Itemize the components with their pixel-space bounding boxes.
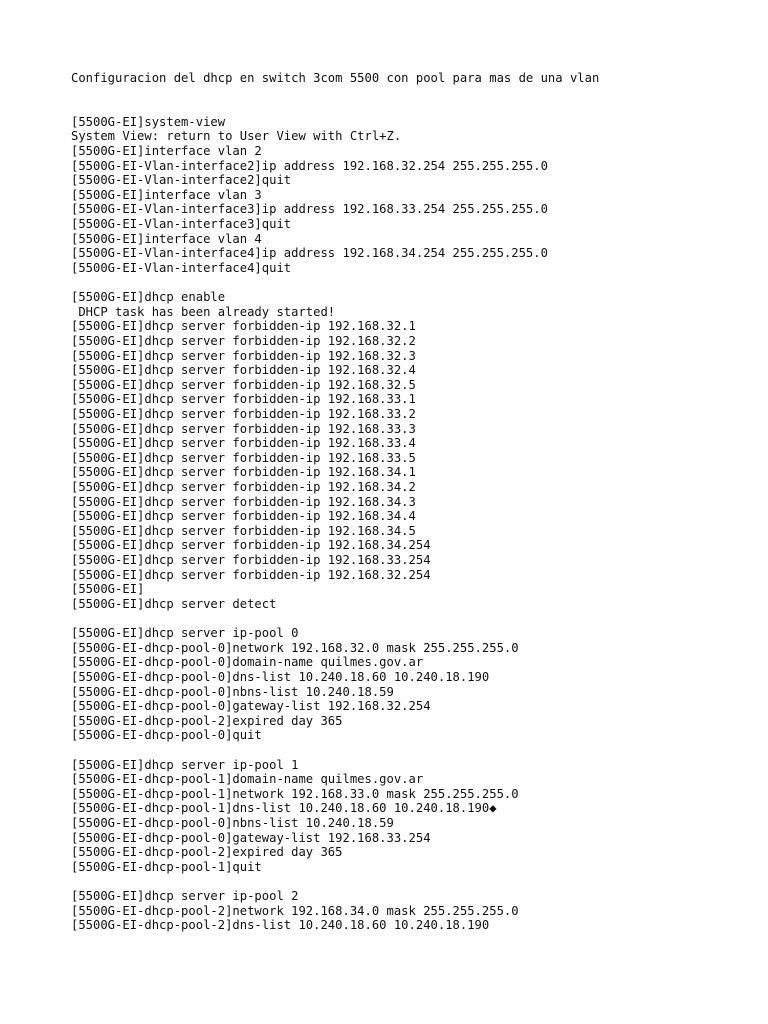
command-line: [5500G-EI-dhcp-pool-0]nbns-list 10.240.18.59	[71, 816, 394, 831]
command-line: [5500G-EI]dhcp server forbidden-ip 192.168.32.3	[71, 348, 416, 363]
block-gap	[71, 612, 751, 627]
command-line: [5500G-EI-dhcp-pool-1]dns-list 10.240.18.60 10.240.18.190◆	[71, 801, 497, 816]
command-line: [5500G-EI]	[71, 582, 145, 597]
command-line: [5500G-EI]dhcp server forbidden-ip 192.168.33.3	[71, 421, 416, 436]
command-line: [5500G-EI-Vlan-interface4]quit	[71, 260, 292, 275]
command-line: [5500G-EI]dhcp server forbidden-ip 192.168.34.2	[71, 480, 416, 495]
command-line: [5500G-EI-dhcp-pool-1]domain-name quilmes.gov.ar	[71, 772, 424, 787]
command-line: [5500G-EI-dhcp-pool-0]gateway-list 192.168.33.254	[71, 830, 431, 845]
command-line: [5500G-EI-dhcp-pool-0]dns-list 10.240.18.60 10.240.18.190	[71, 669, 490, 684]
command-block	[71, 889, 751, 933]
command-line: [5500G-EI]dhcp server forbidden-ip 192.168.32.4	[71, 363, 416, 378]
command-block	[71, 758, 751, 875]
command-line: [5500G-EI]dhcp server detect	[71, 596, 277, 611]
command-line: [5500G-EI-dhcp-pool-0]network 192.168.32.0 mask 255.255.255.0	[71, 640, 519, 655]
command-line: [5500G-EI-dhcp-pool-0]gateway-list 192.168.32.254	[71, 699, 431, 714]
command-line: [5500G-EI-Vlan-interface3]quit	[71, 217, 292, 232]
spacer	[71, 86, 751, 115]
command-line: [5500G-EI-dhcp-pool-0]nbns-list 10.240.18.59	[71, 684, 394, 699]
document-page	[71, 71, 751, 933]
command-listing	[71, 115, 751, 933]
command-line: [5500G-EI-dhcp-pool-0]domain-name quilmes.gov.ar	[71, 655, 424, 670]
command-line: System View: return to User View with Ctrl+Z.	[71, 129, 402, 144]
command-line: [5500G-EI]dhcp server forbidden-ip 192.168.34.4	[71, 509, 416, 524]
command-line: [5500G-EI]dhcp server forbidden-ip 192.168.34.1	[71, 465, 416, 480]
command-line: [5500G-EI-Vlan-interface3]ip address 192.168.33.254 255.255.255.0	[71, 202, 548, 217]
command-line: [5500G-EI-dhcp-pool-1]quit	[71, 859, 262, 874]
command-line: [5500G-EI-dhcp-pool-1]network 192.168.33.0 mask 255.255.255.0	[71, 786, 519, 801]
command-line: [5500G-EI]dhcp server forbidden-ip 192.168.34.5	[71, 523, 416, 538]
command-line: [5500G-EI]interface vlan 2	[71, 144, 262, 159]
command-line: [5500G-EI-dhcp-pool-2]dns-list 10.240.18.60 10.240.18.190	[71, 918, 490, 933]
command-line: [5500G-EI-Vlan-interface2]ip address 192.168.32.254 255.255.255.0	[71, 158, 548, 173]
command-line: [5500G-EI]dhcp server forbidden-ip 192.168.34.3	[71, 494, 416, 509]
command-line: [5500G-EI-dhcp-pool-0]quit	[71, 728, 262, 743]
command-line: [5500G-EI]dhcp server forbidden-ip 192.168.32.5	[71, 377, 416, 392]
command-line: [5500G-EI]dhcp server forbidden-ip 192.168.34.254	[71, 538, 431, 553]
command-line: [5500G-EI-dhcp-pool-2]expired day 365	[71, 845, 343, 860]
command-line: [5500G-EI]dhcp enable	[71, 290, 226, 305]
command-line: [5500G-EI-Vlan-interface4]ip address 192.168.34.254 255.255.255.0	[71, 246, 548, 261]
command-line: DHCP task has been already started!	[71, 304, 336, 319]
command-line: [5500G-EI]dhcp server ip-pool 0	[71, 626, 299, 641]
command-line: [5500G-EI]dhcp server forbidden-ip 192.168.33.4	[71, 436, 416, 451]
document-title: Configuracion del dhcp en switch 3com 5500 con pool para mas de una vlan	[71, 71, 600, 85]
command-line: [5500G-EI]dhcp server forbidden-ip 192.168.32.1	[71, 319, 416, 334]
command-line: [5500G-EI]dhcp server ip-pool 2	[71, 889, 299, 904]
block-gap	[71, 743, 751, 758]
command-line: [5500G-EI-dhcp-pool-2]network 192.168.34.0 mask 255.255.255.0	[71, 903, 519, 918]
command-line: [5500G-EI]interface vlan 4	[71, 231, 262, 246]
command-line: [5500G-EI]dhcp server forbidden-ip 192.168.33.1	[71, 392, 416, 407]
command-block	[71, 626, 751, 743]
command-block	[71, 290, 751, 611]
command-line: [5500G-EI]dhcp server forbidden-ip 192.168.33.2	[71, 407, 416, 421]
command-block	[71, 115, 751, 276]
command-line: [5500G-EI]dhcp server forbidden-ip 192.168.33.254	[71, 553, 431, 568]
command-line: [5500G-EI]dhcp server forbidden-ip 192.168.32.2	[71, 333, 416, 348]
block-gap	[71, 276, 751, 291]
command-line: [5500G-EI]system-view	[71, 114, 226, 129]
command-line: [5500G-EI-Vlan-interface2]quit	[71, 173, 292, 188]
command-line: [5500G-EI]dhcp server ip-pool 1	[71, 757, 299, 772]
command-line: [5500G-EI]dhcp server forbidden-ip 192.168.33.5	[71, 450, 416, 465]
block-gap	[71, 875, 751, 890]
command-line: [5500G-EI]dhcp server forbidden-ip 192.168.32.254	[71, 567, 431, 582]
command-line: [5500G-EI]interface vlan 3	[71, 187, 262, 202]
command-line: [5500G-EI-dhcp-pool-2]expired day 365	[71, 713, 343, 728]
